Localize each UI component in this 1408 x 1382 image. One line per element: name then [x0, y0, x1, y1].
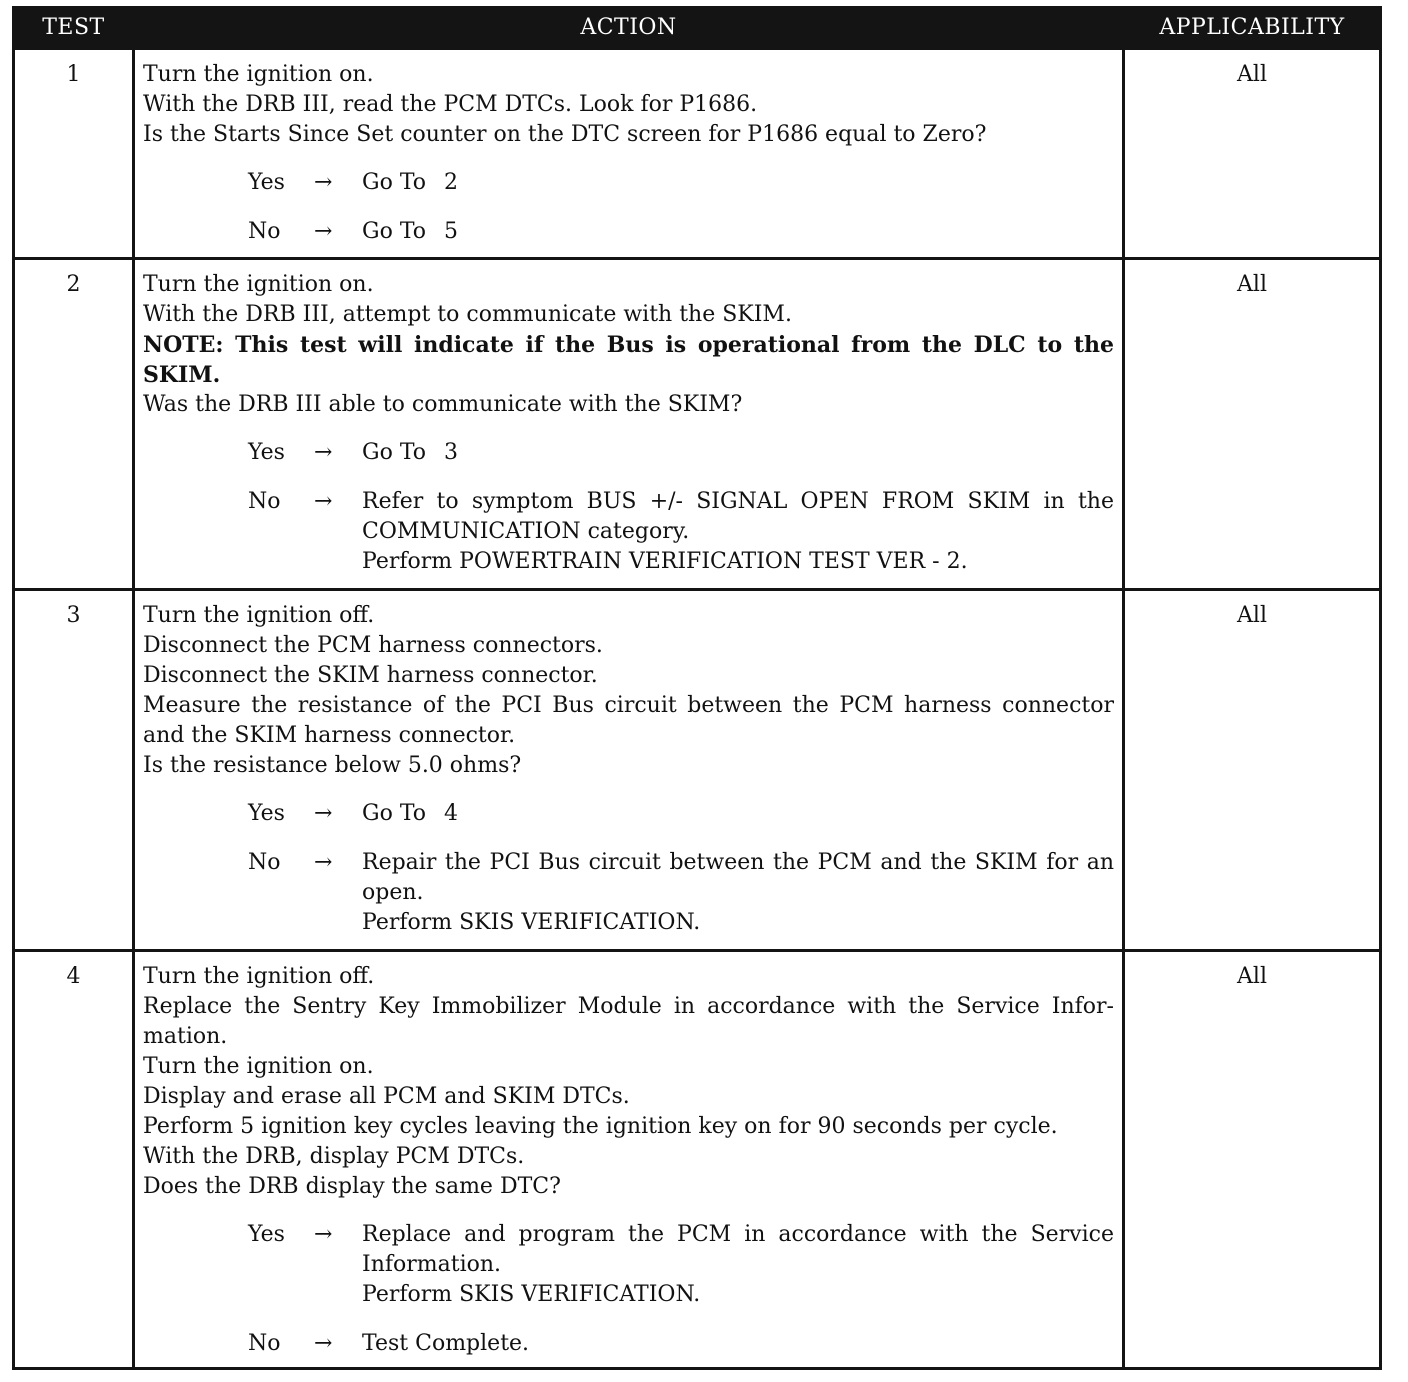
- no-branch: [143, 487, 1114, 577]
- test-row-4: [14, 951, 1381, 1369]
- yes-label: Yes: [248, 801, 285, 826]
- action-line: Turn the ignition on.: [143, 272, 374, 297]
- action-line: Disconnect the PCM harness connectors.: [143, 633, 603, 658]
- action-line: Was the DRB III able to communicate with the SKIM?: [143, 392, 743, 417]
- yes-branch: [143, 168, 1114, 198]
- yes-branch: [143, 438, 1114, 468]
- right-arrow-icon: →: [314, 1222, 333, 1247]
- right-arrow-icon: →: [314, 1331, 333, 1356]
- test-row-1: [14, 49, 1381, 259]
- branch-list: [143, 168, 1114, 247]
- header-row: [14, 8, 1381, 49]
- action-line: Perform 5 ignition key cycles leaving the ignition key on for 90 seconds per cycle.: [143, 1114, 1058, 1139]
- result-line: Repair the PCI Bus circuit between the PCM and the SKIM for an open.: [362, 850, 1114, 905]
- right-arrow-icon: →: [314, 801, 333, 826]
- test-applicability: All: [1124, 259, 1381, 590]
- test-number: 2: [14, 259, 134, 590]
- diagnostic-table: [12, 6, 1382, 1370]
- goto-text: Go To: [362, 170, 427, 195]
- action-line: Does the DRB display the same DTC?: [143, 1174, 561, 1199]
- branch-result: [362, 487, 1114, 577]
- branch-list: [143, 1220, 1114, 1359]
- header-applicability: APPLICABILITY: [1124, 8, 1381, 49]
- result-line: Replace and program the PCM in accordance with the Service Information.: [362, 1222, 1114, 1277]
- header-test: TEST: [14, 8, 134, 49]
- goto-number: 3: [444, 440, 459, 465]
- goto-text: Go To: [362, 219, 427, 244]
- action-line: Turn the ignition on.: [143, 62, 374, 87]
- branch-result: [362, 168, 1114, 198]
- action-line: With the DRB, display PCM DTCs.: [143, 1144, 525, 1169]
- yes-branch: [143, 1220, 1114, 1310]
- result-line: Test Complete.: [362, 1331, 530, 1356]
- goto-text: Go To: [362, 440, 427, 465]
- right-arrow-icon: →: [314, 170, 333, 195]
- result-line: Perform SKIS VERIFICATION.: [362, 910, 701, 935]
- header-action: ACTION: [134, 8, 1124, 49]
- right-arrow-icon: →: [314, 440, 333, 465]
- test-number: 3: [14, 590, 134, 951]
- branch-result: [362, 848, 1114, 938]
- note-line: NOTE: This test will indicate if the Bus is operational from the DLC to the SKIM.: [143, 332, 1114, 388]
- test-applicability: All: [1124, 590, 1381, 951]
- yes-branch: [143, 799, 1114, 829]
- goto-text: Go To: [362, 801, 427, 826]
- result-line: Perform POWERTRAIN VERIFICATION TEST VER - 2.: [362, 549, 968, 574]
- action-line: Replace the Sentry Key Immobilizer Module in accordance with the Service Infor-mation.: [143, 994, 1114, 1049]
- no-label: No: [248, 489, 281, 514]
- branch-result: [362, 217, 1114, 247]
- no-branch: [143, 848, 1114, 938]
- yes-label: Yes: [248, 170, 285, 195]
- branch-result: [362, 799, 1114, 829]
- action-line: Display and erase all PCM and SKIM DTCs.: [143, 1084, 630, 1109]
- test-action: [134, 951, 1124, 1369]
- no-label: No: [248, 850, 281, 875]
- action-line: Turn the ignition off.: [143, 964, 375, 989]
- right-arrow-icon: →: [314, 219, 333, 244]
- branch-result: [362, 438, 1114, 468]
- action-line: Turn the ignition off.: [143, 603, 375, 628]
- test-row-2: [14, 259, 1381, 590]
- diagnostic-procedure-page: [12, 6, 1379, 1370]
- action-line: Turn the ignition on.: [143, 1054, 374, 1079]
- action-line: Is the Starts Since Set counter on the DTC screen for P1686 equal to Zero?: [143, 122, 987, 147]
- goto-number: 2: [444, 170, 459, 195]
- test-number: 4: [14, 951, 134, 1369]
- result-line: Perform SKIS VERIFICATION.: [362, 1282, 701, 1307]
- test-row-3: [14, 590, 1381, 951]
- branch-list: [143, 799, 1114, 938]
- branch-list: [143, 438, 1114, 577]
- no-label: No: [248, 219, 281, 244]
- yes-label: Yes: [248, 1222, 285, 1247]
- test-number: 1: [14, 49, 134, 259]
- goto-number: 5: [444, 219, 459, 244]
- right-arrow-icon: →: [314, 850, 333, 875]
- yes-label: Yes: [248, 440, 285, 465]
- test-action: [134, 259, 1124, 590]
- branch-result: [362, 1329, 1114, 1359]
- action-line: Is the resistance below 5.0 ohms?: [143, 753, 522, 778]
- result-line: Refer to symptom BUS +/- SIGNAL OPEN FROM SKIM in the COMMUNICATION category.: [362, 489, 1114, 544]
- branch-result: [362, 1220, 1114, 1310]
- test-applicability: All: [1124, 49, 1381, 259]
- no-branch: [143, 217, 1114, 247]
- action-line: Measure the resistance of the PCI Bus circuit between the PCM harness connector and the SKIM harness connector.: [143, 693, 1114, 748]
- action-line: With the DRB III, attempt to communicate with the SKIM.: [143, 302, 792, 327]
- test-action: [134, 590, 1124, 951]
- action-line: Disconnect the SKIM harness connector.: [143, 663, 598, 688]
- action-line: With the DRB III, read the PCM DTCs. Look for P1686.: [143, 92, 758, 117]
- goto-number: 4: [444, 801, 459, 826]
- no-branch: [143, 1329, 1114, 1359]
- test-action: [134, 49, 1124, 259]
- no-label: No: [248, 1331, 281, 1356]
- test-applicability: All: [1124, 951, 1381, 1369]
- right-arrow-icon: →: [314, 489, 333, 514]
